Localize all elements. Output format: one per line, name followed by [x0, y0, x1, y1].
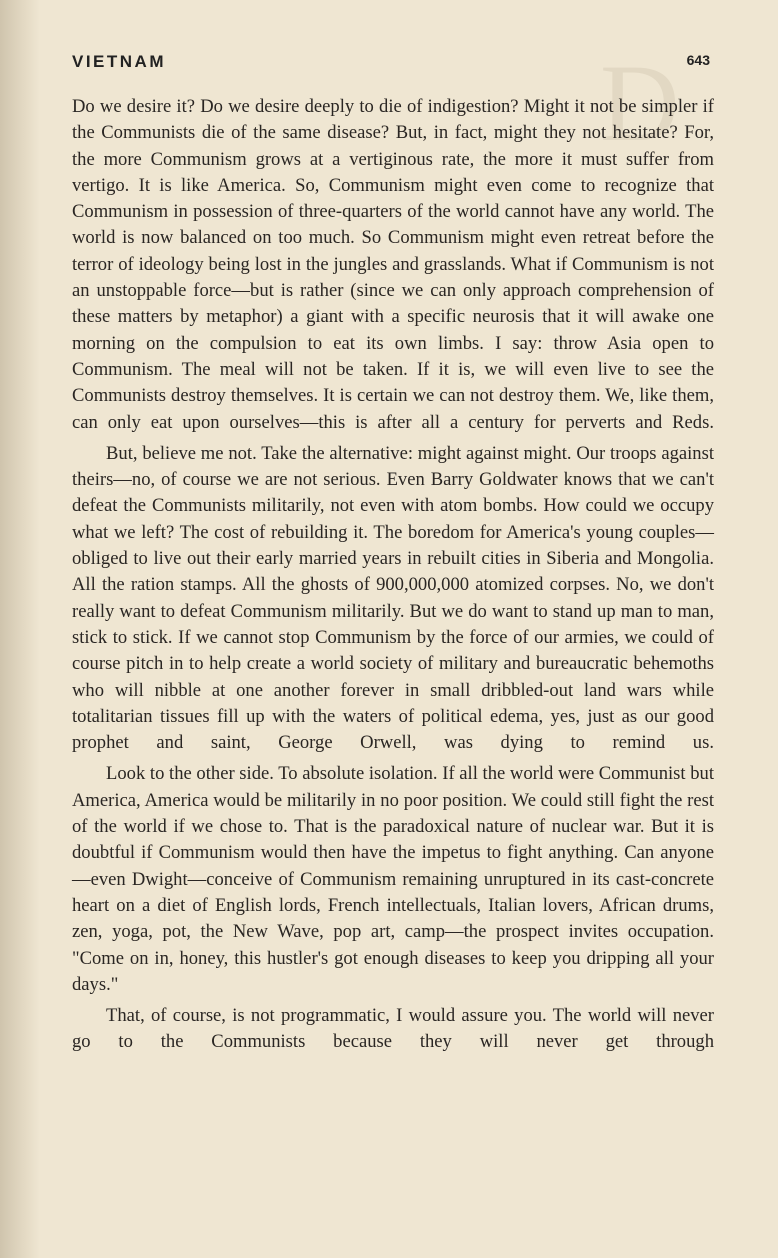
paragraph-2: But, believe me not. Take the alternative: might against might. Our troops against theirs—no, of course we are not serious. Even Barry Goldwater knows that we can't defeat the Communists militarily, not even with atom bombs. How could we occupy what we left? The cost of rebuilding it. The boredom for America's young couples—obliged to live out their early married years in rebuilt cities in Siberia and Mongolia. All the ration stamps. All the ghosts of 900,000,000 atomized corpses. No, we don't really want to defeat Communism militarily. But we do want to stand up man to man, stick to stick. If we cannot stop Communism by the force of our armies, we could of course pitch in to help create a world society of military and bureaucratic behemoths who will nibble at one another forever in small dribbled-out land wars while totalitarian tissues fill up with the waters of political edema, yes, just as our good prophet and saint, George Orwell, was dying to remind us. — [72, 442, 714, 754]
body-text — [72, 94, 714, 1056]
page-gutter-shadow — [0, 0, 40, 1258]
page-header — [72, 50, 712, 78]
paragraph-3: Look to the other side. To absolute isolation. If all the world were Communist but America, America would be militarily in no poor position. We could still fight the rest of the world if we chose to. That is the paradoxical nature of nuclear war. But it is doubtful if Communism would then have the impetus to fight anything. Can anyone—even Dwight—conceive of Communism remaining unruptured in its cast-concrete heart on a diet of English lords, French intellectuals, Italian lovers, African drums, zen, yoga, pot, the New Wave, pop art, camp—the prospect invites occupation. "Come on in, honey, this hustler's got enough diseases to keep you dripping all your days." — [72, 763, 714, 995]
running-head: VIETNAM — [72, 52, 166, 71]
paragraph-1: Do we desire it? Do we desire deeply to die of indigestion? Might it not be simpler if the Communists die of the same disease? But, in fact, might they not hesitate? For, the more Communism grows at a vertiginous rate, the more it must suffer from vertigo. It is like America. So, Communism might even come to recognize that Communism in possession of three-quarters of the world cannot have any world. The world is now balanced on too much. So Communism might even retreat before the terror of ideology being lost in the jungles and grasslands. What if Communism is not an unstoppable force—but is rather (since we can only approach comprehension of these matters by metaphor) a giant with a specific neurosis that it will awake one morning on the compulsion to eat its own limbs. I say: throw Asia open to Communism. The meal will not be taken. If it is, we will even live to see the Communists destroy themselves. It is certain we can not destroy them. We, like them, can only eat upon ourselves—this is after all a century for perverts and Reds. — [72, 96, 714, 433]
page-number: 643 — [686, 52, 710, 68]
paragraph-4: That, of course, is not programmatic, I would assure you. The world will never go to the Communists because they will never get through — [72, 1005, 714, 1053]
bleed-through-glyph: D — [600, 42, 680, 164]
